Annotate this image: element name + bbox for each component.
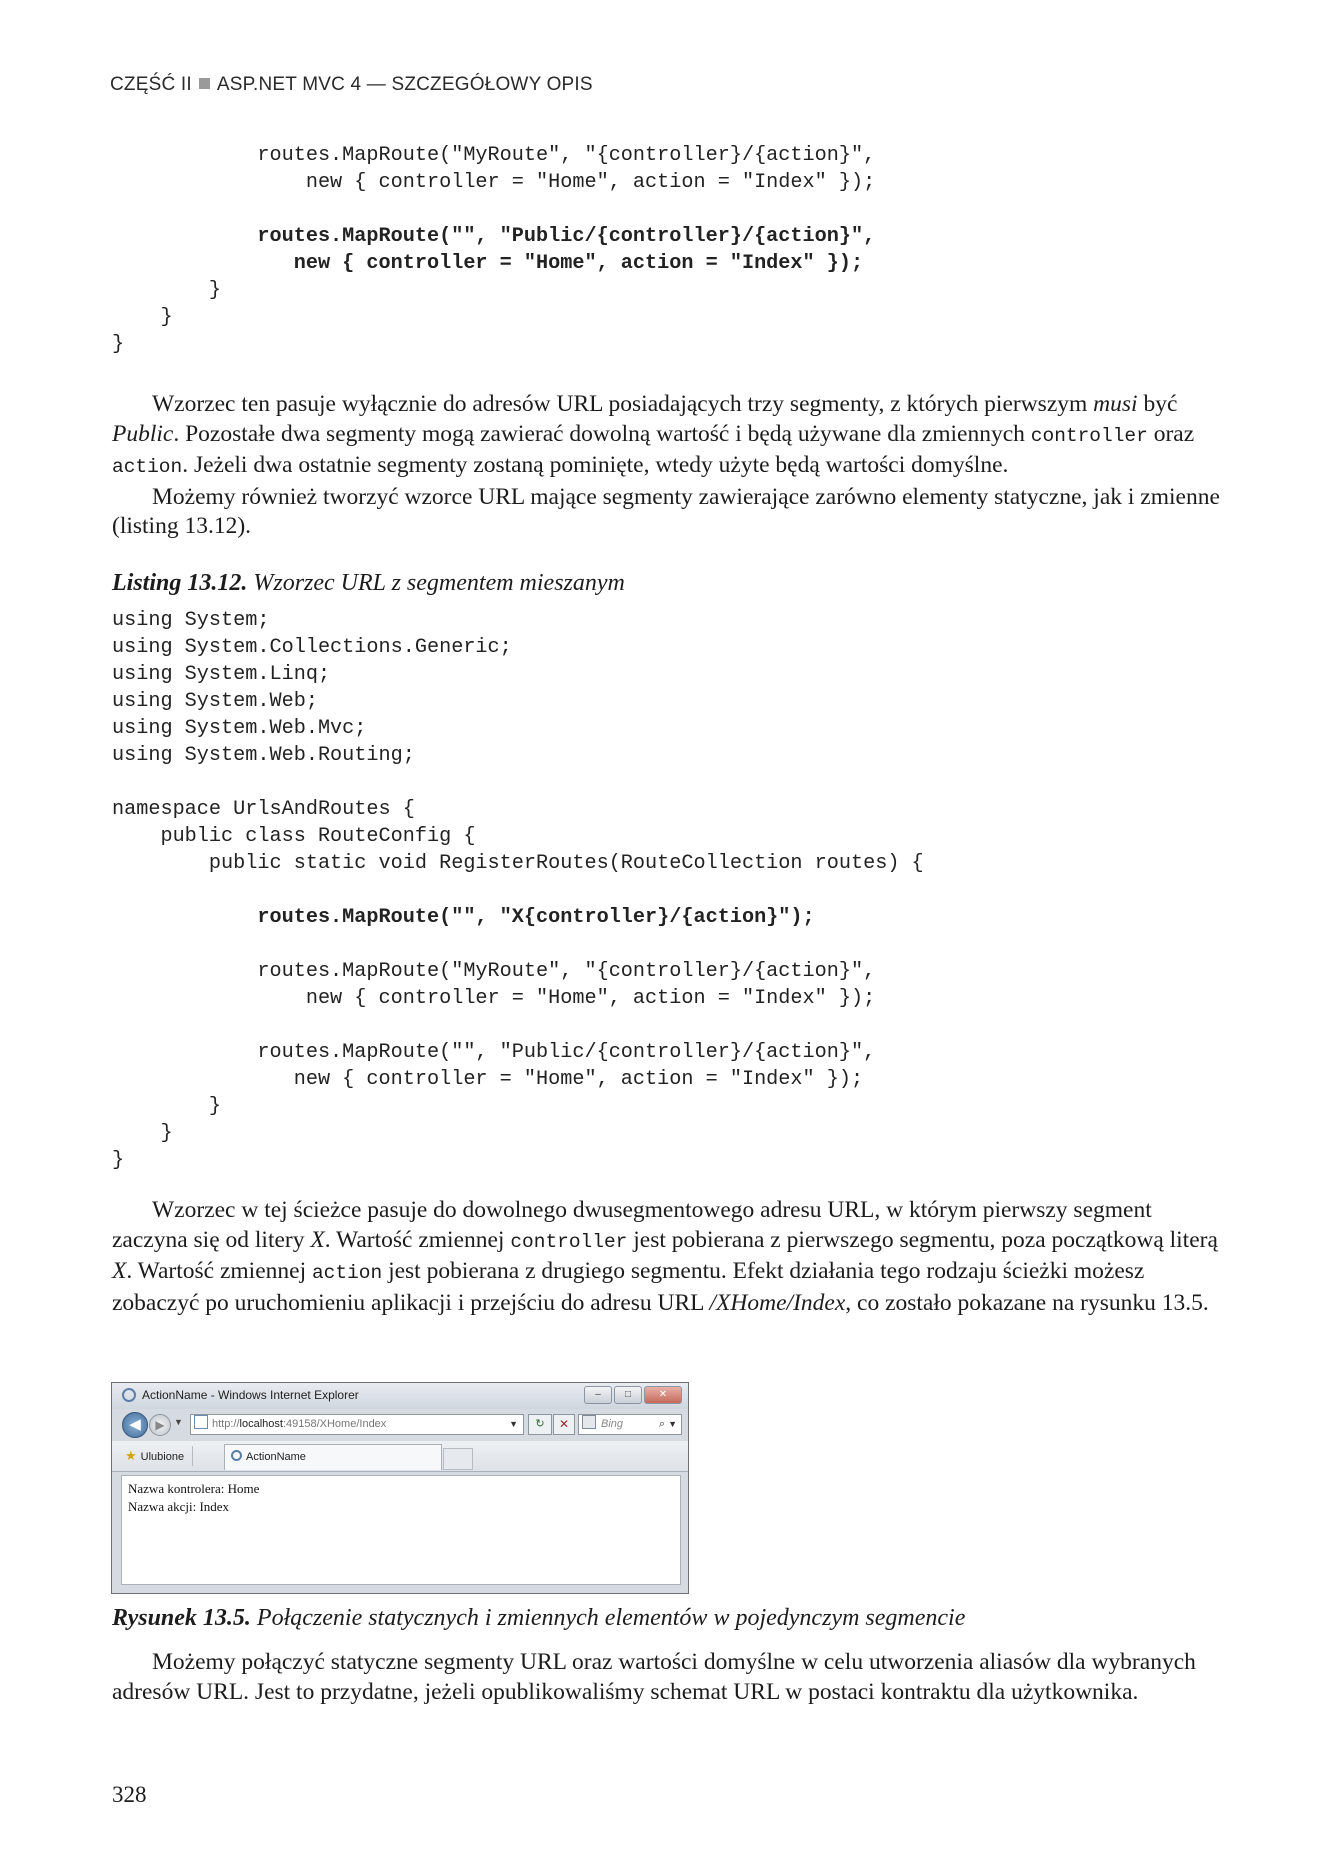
para1-controller-code: controller: [1030, 424, 1148, 447]
header-part: CZĘŚĆ II: [110, 74, 192, 95]
code-line: [112, 769, 924, 796]
browser-navbar: [112, 1409, 688, 1441]
header-title: ASP.NET MVC 4 — SZCZEGÓŁOWY OPIS: [216, 74, 593, 95]
para3-action-code: action: [311, 1262, 383, 1284]
listing-code-block: [112, 607, 924, 1174]
address-host: localhost: [239, 1418, 283, 1430]
code-line: routes.MapRoute("MyRoute", "{controller}/{action}",: [112, 960, 876, 983]
window-controls: [584, 1386, 682, 1404]
star-icon: ★: [125, 1448, 137, 1463]
para3-text-1: Wzorzec w tej ścieżce pasuje do dowolnego dwusegmentowego adresu URL, w którym pierwszy segment zaczyna się od litery: [112, 1197, 1152, 1253]
code-line: [112, 196, 875, 223]
para1-text-5: . Jeżeli dwa ostatnie segmenty zostaną pominięte, wtedy użyte będą wartości domyślne.: [182, 452, 1009, 478]
para3-text-6: , co zostało pokazane na rysunku 13.5.: [845, 1289, 1209, 1316]
code-line: new { controller = "Home", action = "Index" });: [112, 171, 876, 194]
para3-x-1: X: [310, 1226, 325, 1253]
para1-action-code: action: [112, 456, 183, 478]
listing-title: Wzorzec URL z segmentem mieszanym: [253, 570, 625, 596]
para3-text-5: jest pobierana z drugiego segmentu. Efekt działania tego rodzaju ścieżki możesz zobaczyć po uruchomieniu aplikacji i przejściu do adresu URL: [112, 1258, 1145, 1316]
tab-ie-icon: [231, 1450, 242, 1461]
code-line: }: [112, 306, 173, 329]
paragraph-1-text: [112, 390, 1220, 483]
page-number: 328: [112, 1782, 147, 1807]
browser-titlebar: [112, 1383, 688, 1409]
back-button[interactable]: ◀: [122, 1412, 148, 1438]
para3-x-2: X: [112, 1258, 127, 1284]
paragraph-4-text: Możemy połączyć statyczne segmenty URL oraz wartości domyślne w celu utworzenia aliasów dla wybranych adresów URL. Jest to przydatne, jeżeli opublikowaliśmy schemat URL w postaci kontraktu dla użytkownika.: [112, 1649, 1196, 1705]
tab-label: ActionName: [246, 1451, 306, 1463]
paragraph-4: [112, 1648, 1220, 1707]
code-line: [112, 877, 924, 904]
paragraph-2-text: Możemy również tworzyć wzorce URL mające segmenty zawierające zarówno elementy statyczne, jak i zmienne (listing 13.12).: [112, 483, 1220, 539]
favorites-button[interactable]: [121, 1446, 193, 1466]
code-line: public static void RegisterRoutes(RouteCollection routes) {: [112, 852, 924, 875]
para1-text-4: oraz: [1147, 420, 1195, 447]
code-line: }: [112, 279, 222, 302]
para3-text-2: . Wartość zmiennej: [324, 1226, 511, 1253]
favorites-label: Ulubione: [140, 1451, 185, 1463]
browser-window-title: ActionName - Windows Internet Explorer: [142, 1388, 359, 1402]
para1-text-2: być: [1137, 391, 1178, 417]
close-button[interactable]: ✕: [644, 1386, 682, 1404]
para1-musi: musi: [1093, 391, 1138, 417]
minimize-button[interactable]: –: [584, 1386, 612, 1404]
address-prefix: http://: [212, 1418, 240, 1430]
para3-controller-code: controller: [510, 1230, 628, 1253]
ie-icon: [122, 1388, 136, 1402]
refresh-button[interactable]: ↻: [528, 1414, 552, 1435]
code-line: [112, 931, 924, 958]
stop-button[interactable]: ✕: [553, 1414, 575, 1435]
search-placeholder: Bing: [601, 1418, 624, 1430]
browser-content: [121, 1475, 681, 1585]
code-line: using System.Web.Mvc;: [112, 717, 367, 740]
para1-text-1: Wzorzec ten pasuje wyłącznie do adresów URL posiadających trzy segmenty, z których pierwszym: [152, 391, 1094, 417]
bing-icon: [582, 1415, 596, 1429]
content-controller-name: Nazwa kontrolera: Home: [128, 1481, 260, 1496]
code-line: new { controller = "Home", action = "Index" });: [112, 1068, 864, 1091]
paragraph-3: [112, 1196, 1220, 1318]
code-line: }: [112, 1095, 222, 1118]
running-header: [110, 74, 593, 96]
code-line: }: [112, 333, 125, 356]
maximize-button[interactable]: □: [614, 1386, 642, 1404]
code-line: new { controller = "Home", action = "Index" });: [112, 987, 876, 1010]
para3-text-4: . Wartość zmiennej: [126, 1258, 312, 1284]
para3-text-3: jest pobierana z pierwszego segmentu, poza początkową literą: [627, 1226, 1218, 1253]
header-square-bullet: [199, 78, 210, 89]
browser-screenshot: [111, 1382, 689, 1594]
content-action-name: Nazwa akcji: Index: [128, 1499, 230, 1514]
code-line: using System.Collections.Generic;: [112, 636, 512, 659]
address-path: :49158/XHome/Index: [282, 1418, 387, 1430]
code-line: routes.MapRoute("", "Public/{controller}/{action}",: [112, 225, 876, 248]
paragraph-3-text: [112, 1196, 1220, 1318]
code-line: routes.MapRoute("", "X{controller}/{action}");: [112, 906, 815, 929]
new-tab-button[interactable]: [443, 1448, 473, 1470]
code-line: using System.Web;: [112, 690, 318, 713]
address-bar[interactable]: [190, 1414, 524, 1435]
code-line: new { controller = "Home", action = "Index" });: [112, 252, 864, 275]
para1-text-3: . Pozostałe dwa segmenty mogą zawierać dowolną wartość i będą używane dla zmiennych: [173, 420, 1031, 447]
listing-label: Listing 13.12.: [112, 570, 248, 596]
code-line: }: [112, 1149, 125, 1172]
para1-public: Public: [112, 420, 174, 447]
code-line: [112, 1012, 924, 1039]
code-line: namespace UrlsAndRoutes {: [112, 798, 415, 821]
listing-caption: [112, 570, 625, 597]
figure-caption-text: Połączenie statycznych i zmiennych elementów w pojedynczym segmencie: [256, 1605, 966, 1631]
para3-url: /XHome/Index: [709, 1289, 846, 1316]
code-line: routes.MapRoute("MyRoute", "{controller}/{action}",: [112, 144, 876, 167]
paragraph-1: [112, 390, 1220, 542]
code-line: using System;: [112, 609, 270, 632]
forward-button[interactable]: ▶: [149, 1414, 171, 1436]
search-dropdown-icon[interactable]: ▼: [668, 1419, 677, 1429]
code-line: using System.Web.Routing;: [112, 744, 415, 767]
figure-caption: [112, 1605, 965, 1632]
code-line: routes.MapRoute("", "Public/{controller}/{action}",: [112, 1041, 876, 1064]
page-icon: [194, 1415, 208, 1429]
code-line: public class RouteConfig {: [112, 825, 476, 848]
figure-label: Rysunek 13.5.: [112, 1605, 251, 1631]
history-dropdown-icon[interactable]: ▼: [174, 1417, 183, 1427]
search-icon[interactable]: ⌕: [658, 1418, 665, 1430]
tab-actionname[interactable]: [224, 1444, 442, 1470]
search-box[interactable]: [578, 1414, 682, 1435]
code-line: using System.Linq;: [112, 663, 331, 686]
address-dropdown-icon[interactable]: ▼: [509, 1419, 518, 1429]
code-line: }: [112, 1122, 173, 1145]
top-code-block: [112, 142, 875, 358]
favorites-bar: [112, 1441, 688, 1472]
